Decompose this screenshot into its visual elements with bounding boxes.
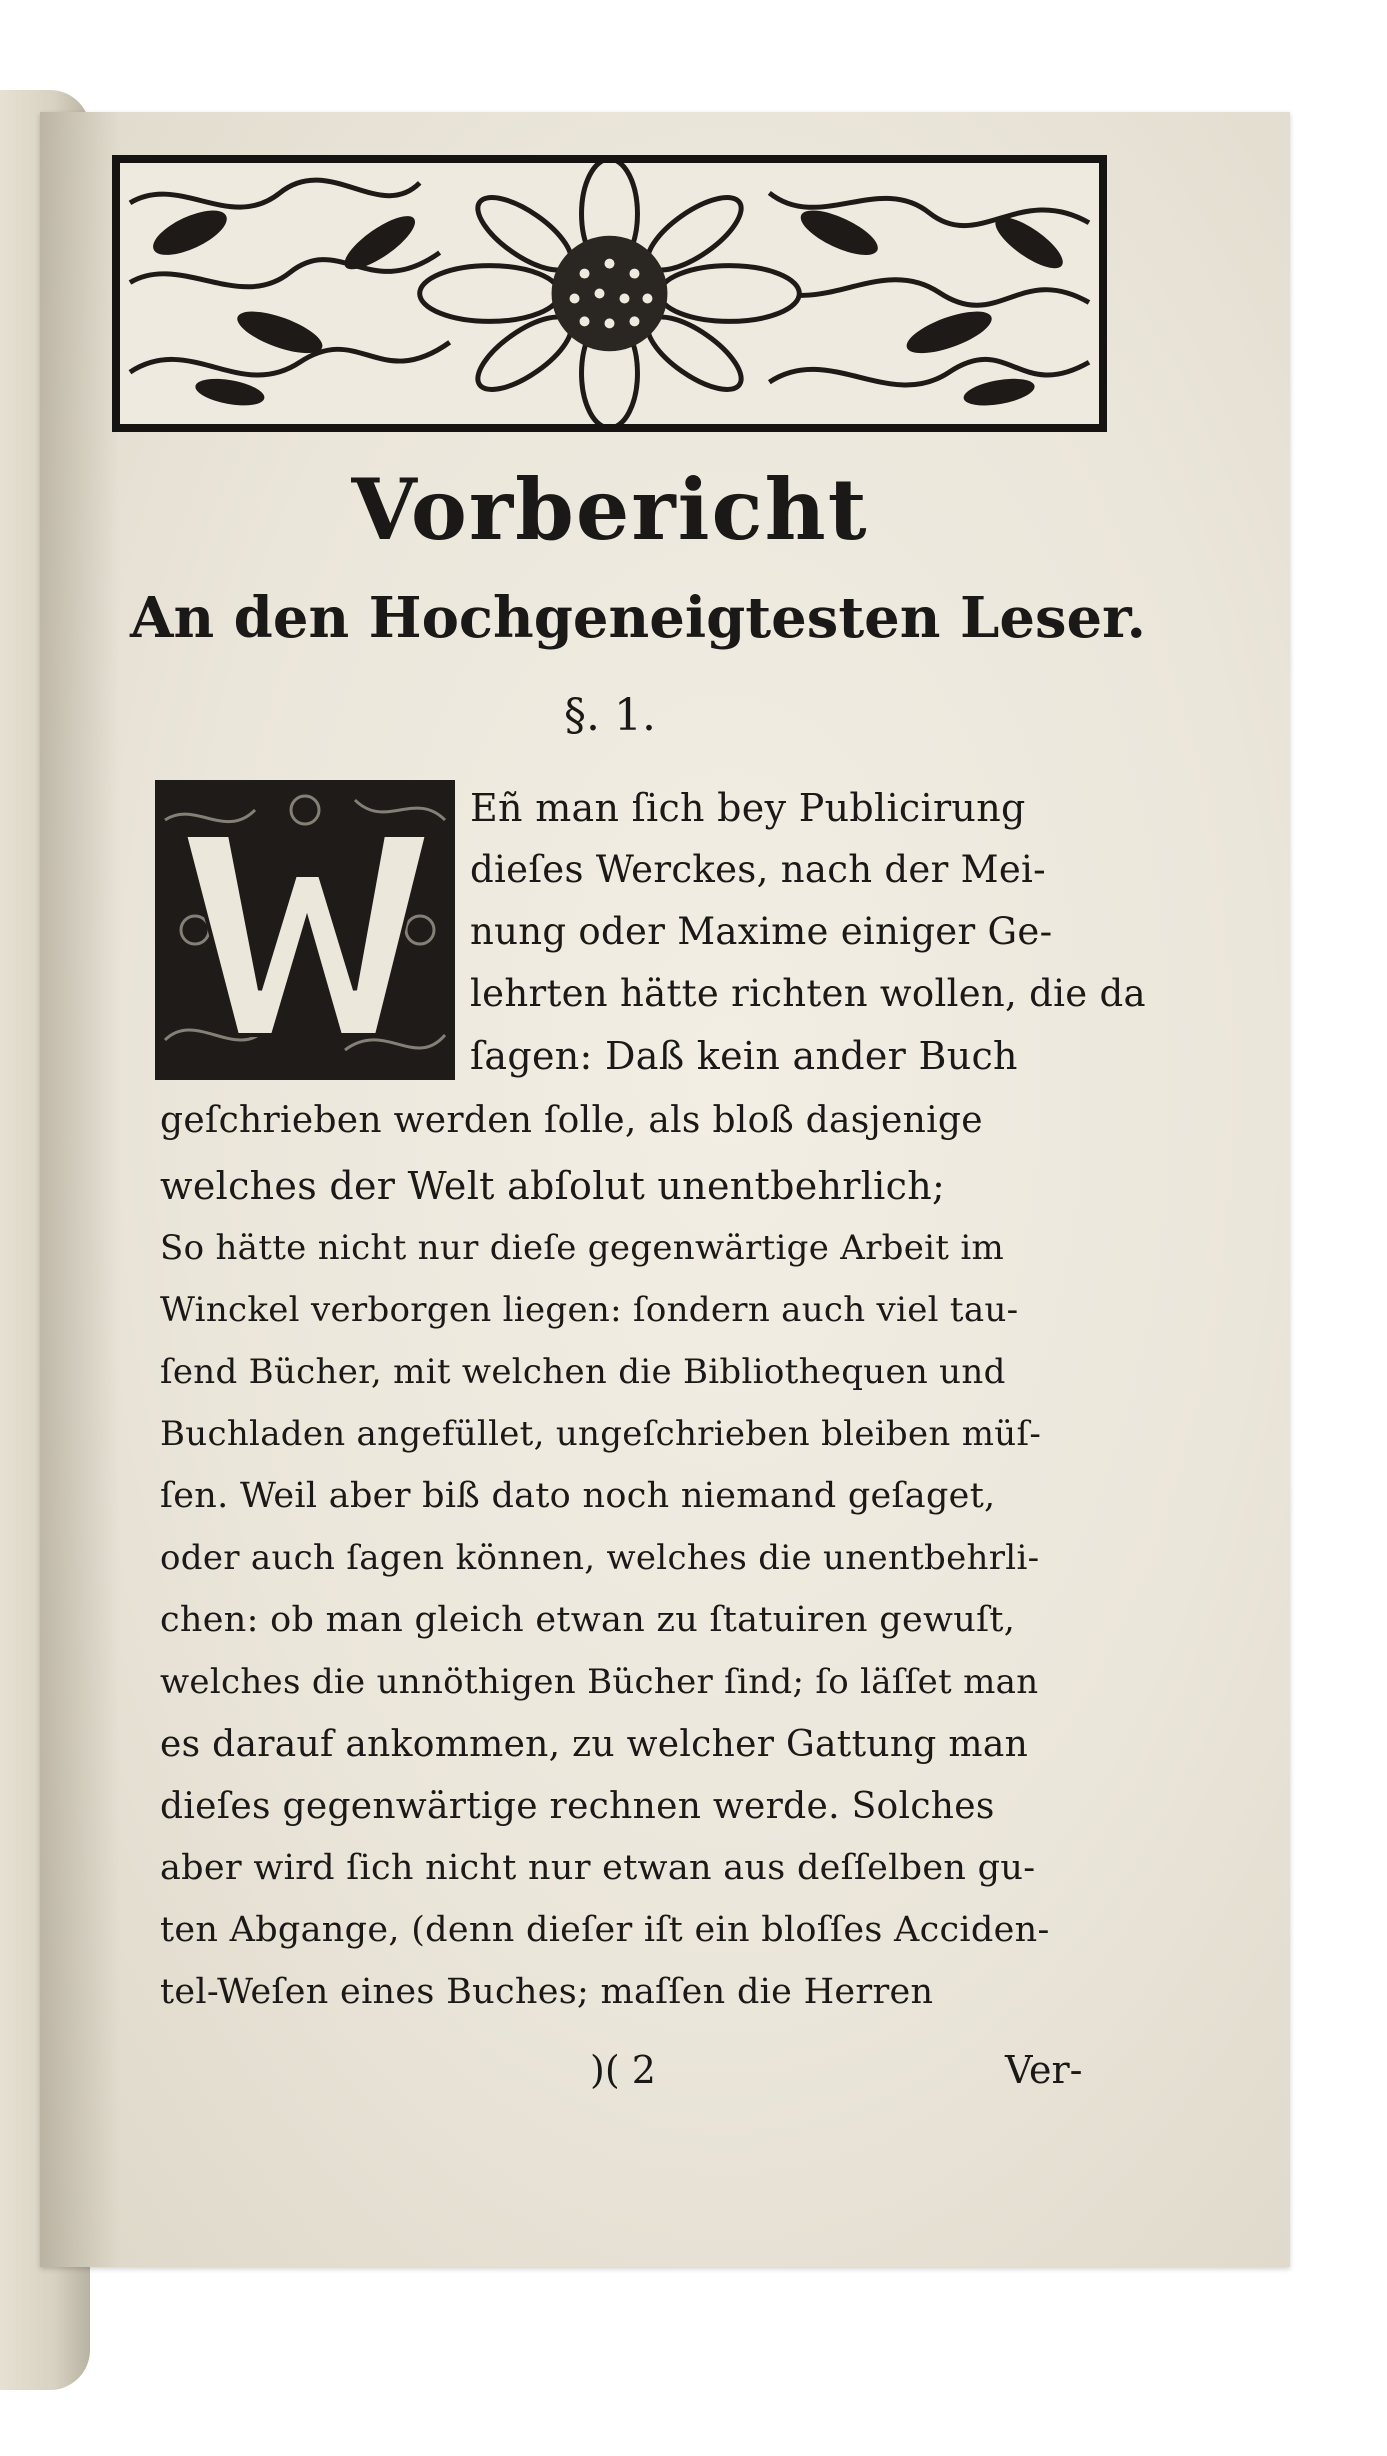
text-line-20: tel-Weſen eines Buches; maſſen die Herren — [160, 1972, 934, 2012]
text-line-7: welches der Welt abſolut unentbehrlich; — [160, 1164, 946, 1208]
text-line-11: Buchladen angefüllet, ungeſchrieben bleiben müſ- — [160, 1414, 1042, 1454]
page-heading: Vorbericht — [351, 460, 869, 559]
floral-ornament-icon — [120, 163, 1099, 424]
text-line-16: es darauf ankommen, zu welcher Gattung man — [160, 1724, 1029, 1765]
text-line-12: ſen. Weil aber biß dato noch niemand geſaget, — [160, 1476, 996, 1516]
text-line-10: ſend Bücher, mit welchen die Bibliothequen und — [160, 1352, 1006, 1392]
headpiece-ornament — [112, 155, 1107, 432]
text-line-9: Winckel verborgen liegen: ſondern auch viel tau- — [160, 1290, 1019, 1330]
text-line-14: chen: ob man gleich etwan zu ſtatuiren gewuſt, — [160, 1600, 1016, 1640]
text-line-15: welches die unnöthigen Bücher ſind; ſo läſſet man — [160, 1662, 1039, 1702]
text-line-4: lehrten hätte richten wollen, die da — [470, 972, 1146, 1015]
text-line-18: aber wird ſich nicht nur etwan aus deſſelben gu- — [160, 1848, 1036, 1888]
text-line-6: geſchrieben werden ſolle, als bloß dasjenige — [160, 1100, 983, 1141]
text-line-17: dieſes gegenwärtige rechnen werde. Solches — [160, 1786, 995, 1827]
section-number: §. 1. — [564, 690, 656, 741]
text-line-2: dieſes Werckes, nach der Mei- — [470, 848, 1046, 891]
page-gutter-shadow — [40, 112, 120, 2267]
text-line-8: So hätte nicht nur dieſe gegenwärtige Arbeit im — [160, 1228, 1005, 1268]
text-line-19: ten Abgange, (denn dieſer iſt ein bloſſes Acciden- — [160, 1910, 1050, 1950]
text-line-1: Eñ man ſich bey Publicirung — [470, 786, 1026, 830]
signature-mark: )( 2 — [590, 2048, 656, 2092]
initial-w-icon — [155, 780, 455, 1080]
catchword: Ver- — [1005, 2048, 1083, 2092]
text-line-5: ſagen: Daß kein ander Buch — [470, 1034, 1018, 1078]
decorated-initial-w — [155, 780, 455, 1080]
page-subheading: An den Hochgeneigtesten Leser. — [130, 585, 1147, 651]
text-line-13: oder auch ſagen können, welches die unentbehrli- — [160, 1538, 1040, 1578]
text-line-3: nung oder Maxime einiger Ge- — [470, 910, 1053, 953]
